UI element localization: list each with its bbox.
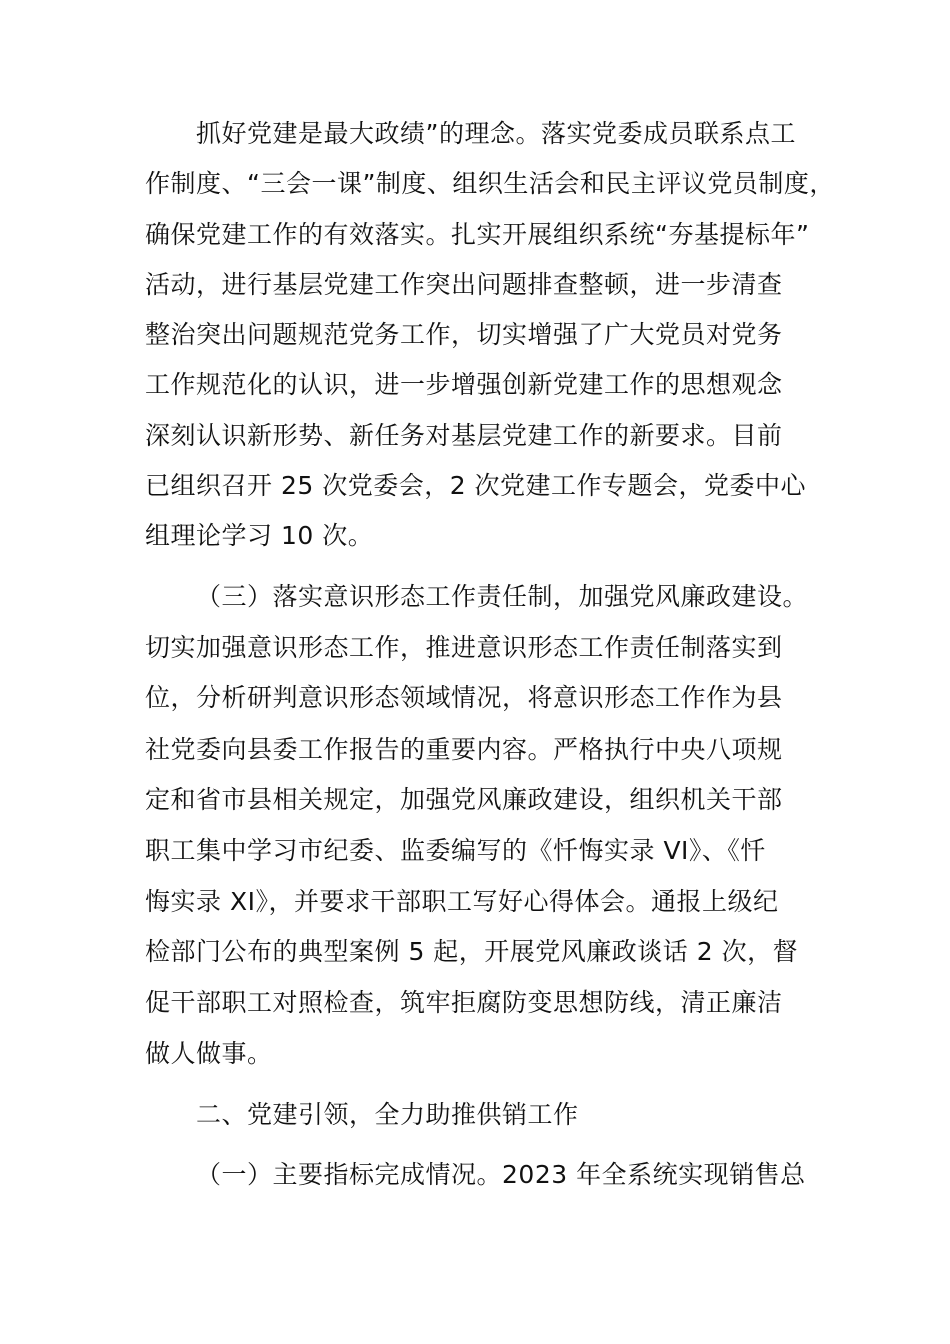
text-line: 确保党建工作的有效落实。扎实开展组织系统“夯基提标年” — [145, 220, 810, 249]
text-line: 悔实录 XI》，并要求干部职工写好心得体会。通报上级纪 — [145, 887, 779, 916]
text-line: 抓好党建是最大政绩”的理念。落实党委成员联系点工 — [196, 119, 796, 148]
text-line: 切实加强意识形态工作，推进意识形态工作责任制落实到 — [145, 633, 783, 662]
text-line: 定和省市县相关规定，加强党风廉政建设，组织机关干部 — [145, 785, 783, 814]
text-line: 整治突出问题规范党务工作，切实增强了广大党员对党务 — [145, 320, 783, 349]
text-line: 深刻认识新形势、新任务对基层党建工作的新要求。目前 — [145, 421, 783, 450]
text-line: 作制度、“三会一课”制度、组织生活会和民主评议党员制度， — [145, 169, 835, 198]
text-line: 做人做事。 — [145, 1039, 273, 1068]
chapter-heading: 二、党建引领，全力助推供销工作 — [196, 1100, 579, 1129]
text-line: 社党委向县委工作报告的重要内容。严格执行中央八项规 — [145, 735, 783, 764]
text-line: 活动，进行基层党建工作突出问题排查整顿，进一步清查 — [145, 270, 783, 299]
text-line: 促干部职工对照检查，筑牢拒腐防变思想防线，清正廉洁 — [145, 988, 783, 1017]
text-line: 已组织召开 25 次党委会，2 次党建工作专题会，党委中心 — [145, 471, 807, 500]
text-line: 检部门公布的典型案例 5 起，开展党风廉政谈话 2 次，督 — [145, 937, 799, 966]
text-line: 组理论学习 10 次。 — [145, 521, 374, 550]
text-line: 工作规范化的认识，进一步增强创新党建工作的思想观念 — [145, 370, 783, 399]
section-heading: （一）主要指标完成情况。2023 年全系统实现销售总 — [196, 1160, 806, 1189]
text-line: 职工集中学习市纪委、监委编写的《忏悔实录 VI》、《忏 — [145, 836, 766, 865]
section-heading: （三）落实意识形态工作责任制，加强党风廉政建设。 — [196, 582, 809, 611]
text-line: 位，分析研判意识形态领域情况，将意识形态工作作为县 — [145, 683, 783, 712]
